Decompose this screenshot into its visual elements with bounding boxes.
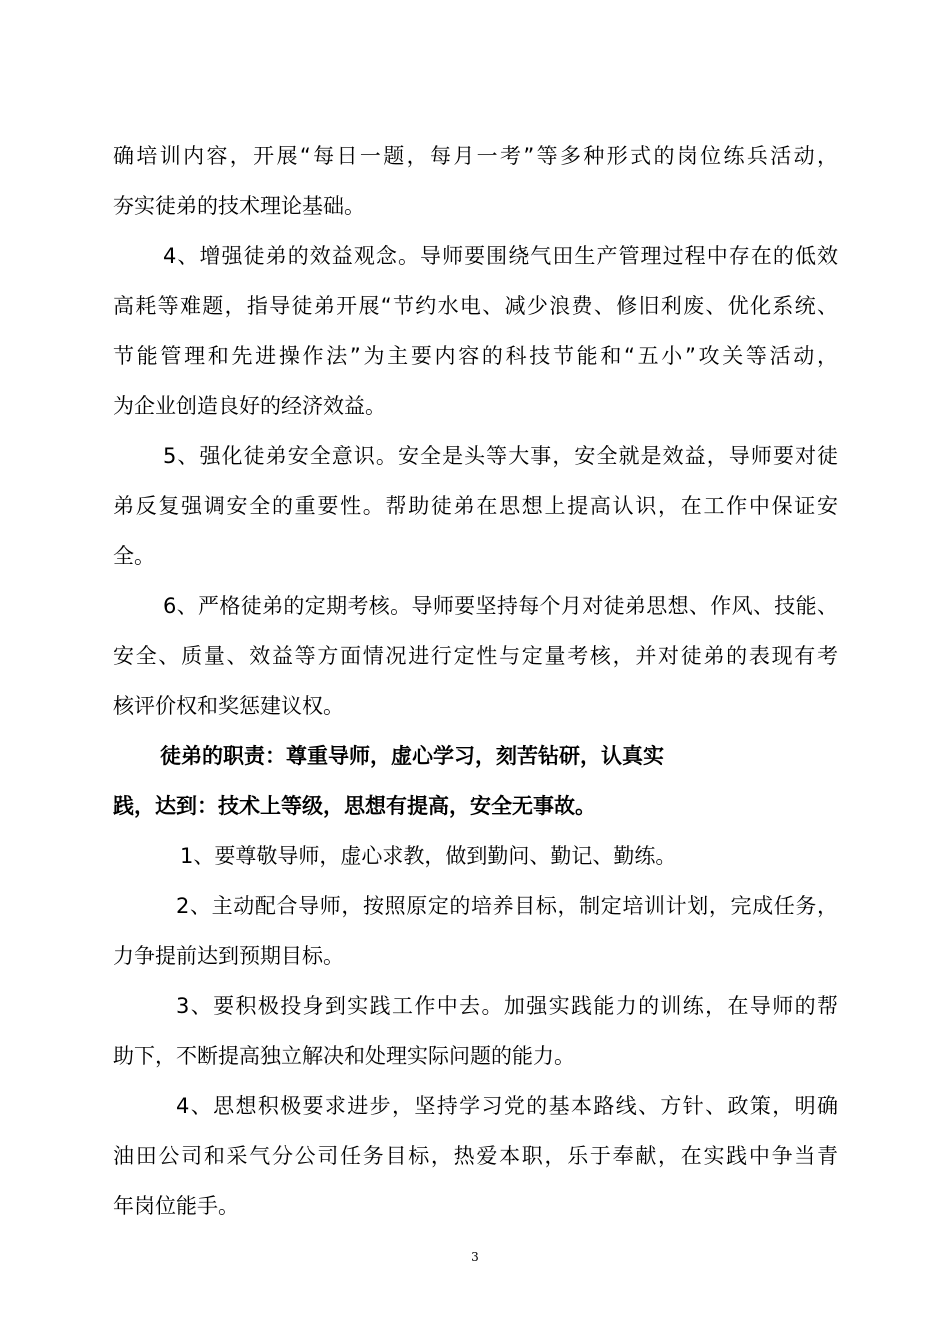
heading-line: 践，达到：技术上等级，思想有提高，安全无事故。 bbox=[113, 794, 596, 818]
text-line: 核评价权和奖惩建议权。 bbox=[113, 694, 344, 718]
text-line: 夯实徒弟的技术理论基础。 bbox=[113, 194, 365, 218]
paragraph-item-6-assessment bbox=[113, 581, 838, 731]
text-line: 弟反复强调安全的重要性。帮助徒弟在思想上提高认识，在工作中保证安 bbox=[113, 494, 838, 518]
text-line: 节能管理和先进操作法”为主要内容的科技节能和“五小”攻关等活动， bbox=[113, 344, 838, 368]
heading-line: 徒弟的职责：尊重导师，虚心学习，刻苦钻研，认真实 bbox=[160, 744, 664, 768]
text-line: 年岗位能手。 bbox=[113, 1194, 239, 1218]
text-line: 1、要尊敬导师，虚心求教，做到勤问、勤记、勤练。 bbox=[180, 844, 677, 868]
text-line: 为企业创造良好的经济效益。 bbox=[113, 394, 386, 418]
text-line: 6、严格徒弟的定期考核。导师要坚持每个月对徒弟思想、作风、技能、 bbox=[163, 594, 838, 618]
text-line: 油田公司和采气分公司任务目标，热爱本职，乐于奉献，在实践中争当青 bbox=[113, 1144, 838, 1168]
paragraph-duty-4 bbox=[113, 1081, 838, 1231]
text-line: 安全、质量、效益等方面情况进行定性与定量考核，并对徒弟的表现有考 bbox=[113, 644, 838, 668]
paragraph-duty-2 bbox=[113, 881, 838, 981]
text-line: 全。 bbox=[113, 544, 155, 568]
paragraph-duty-1 bbox=[113, 831, 838, 881]
text-line: 3、要积极投身到实践工作中去。加强实践能力的训练，在导师的帮 bbox=[176, 994, 838, 1018]
text-line: 4、增强徒弟的效益观念。导师要围绕气田生产管理过程中存在的低效 bbox=[163, 244, 838, 268]
paragraph-item-5-safety bbox=[113, 431, 838, 581]
paragraph-duty-3 bbox=[113, 981, 838, 1081]
text-line: 确培训内容，开展“每日一题，每月一考”等多种形式的岗位练兵活动， bbox=[113, 144, 838, 168]
page-number: 3 bbox=[471, 1250, 479, 1264]
section-heading-apprentice-duties bbox=[113, 731, 838, 831]
paragraph-training-content bbox=[113, 131, 838, 231]
text-line: 助下，不断提高独立解决和处理实际问题的能力。 bbox=[113, 1044, 575, 1068]
paragraph-item-4-benefit bbox=[113, 231, 838, 431]
document-body bbox=[113, 131, 838, 1231]
text-line: 2、主动配合导师，按照原定的培养目标，制定培训计划，完成任务， bbox=[176, 894, 838, 918]
text-line: 4、思想积极要求进步，坚持学习党的基本路线、方针、政策，明确 bbox=[176, 1094, 838, 1118]
text-line: 高耗等难题，指导徒弟开展“节约水电、减少浪费、修旧利废、优化系统、 bbox=[113, 294, 838, 318]
text-line: 力争提前达到预期目标。 bbox=[113, 944, 344, 968]
text-line: 5、强化徒弟安全意识。安全是头等大事，安全就是效益，导师要对徒 bbox=[163, 444, 838, 468]
